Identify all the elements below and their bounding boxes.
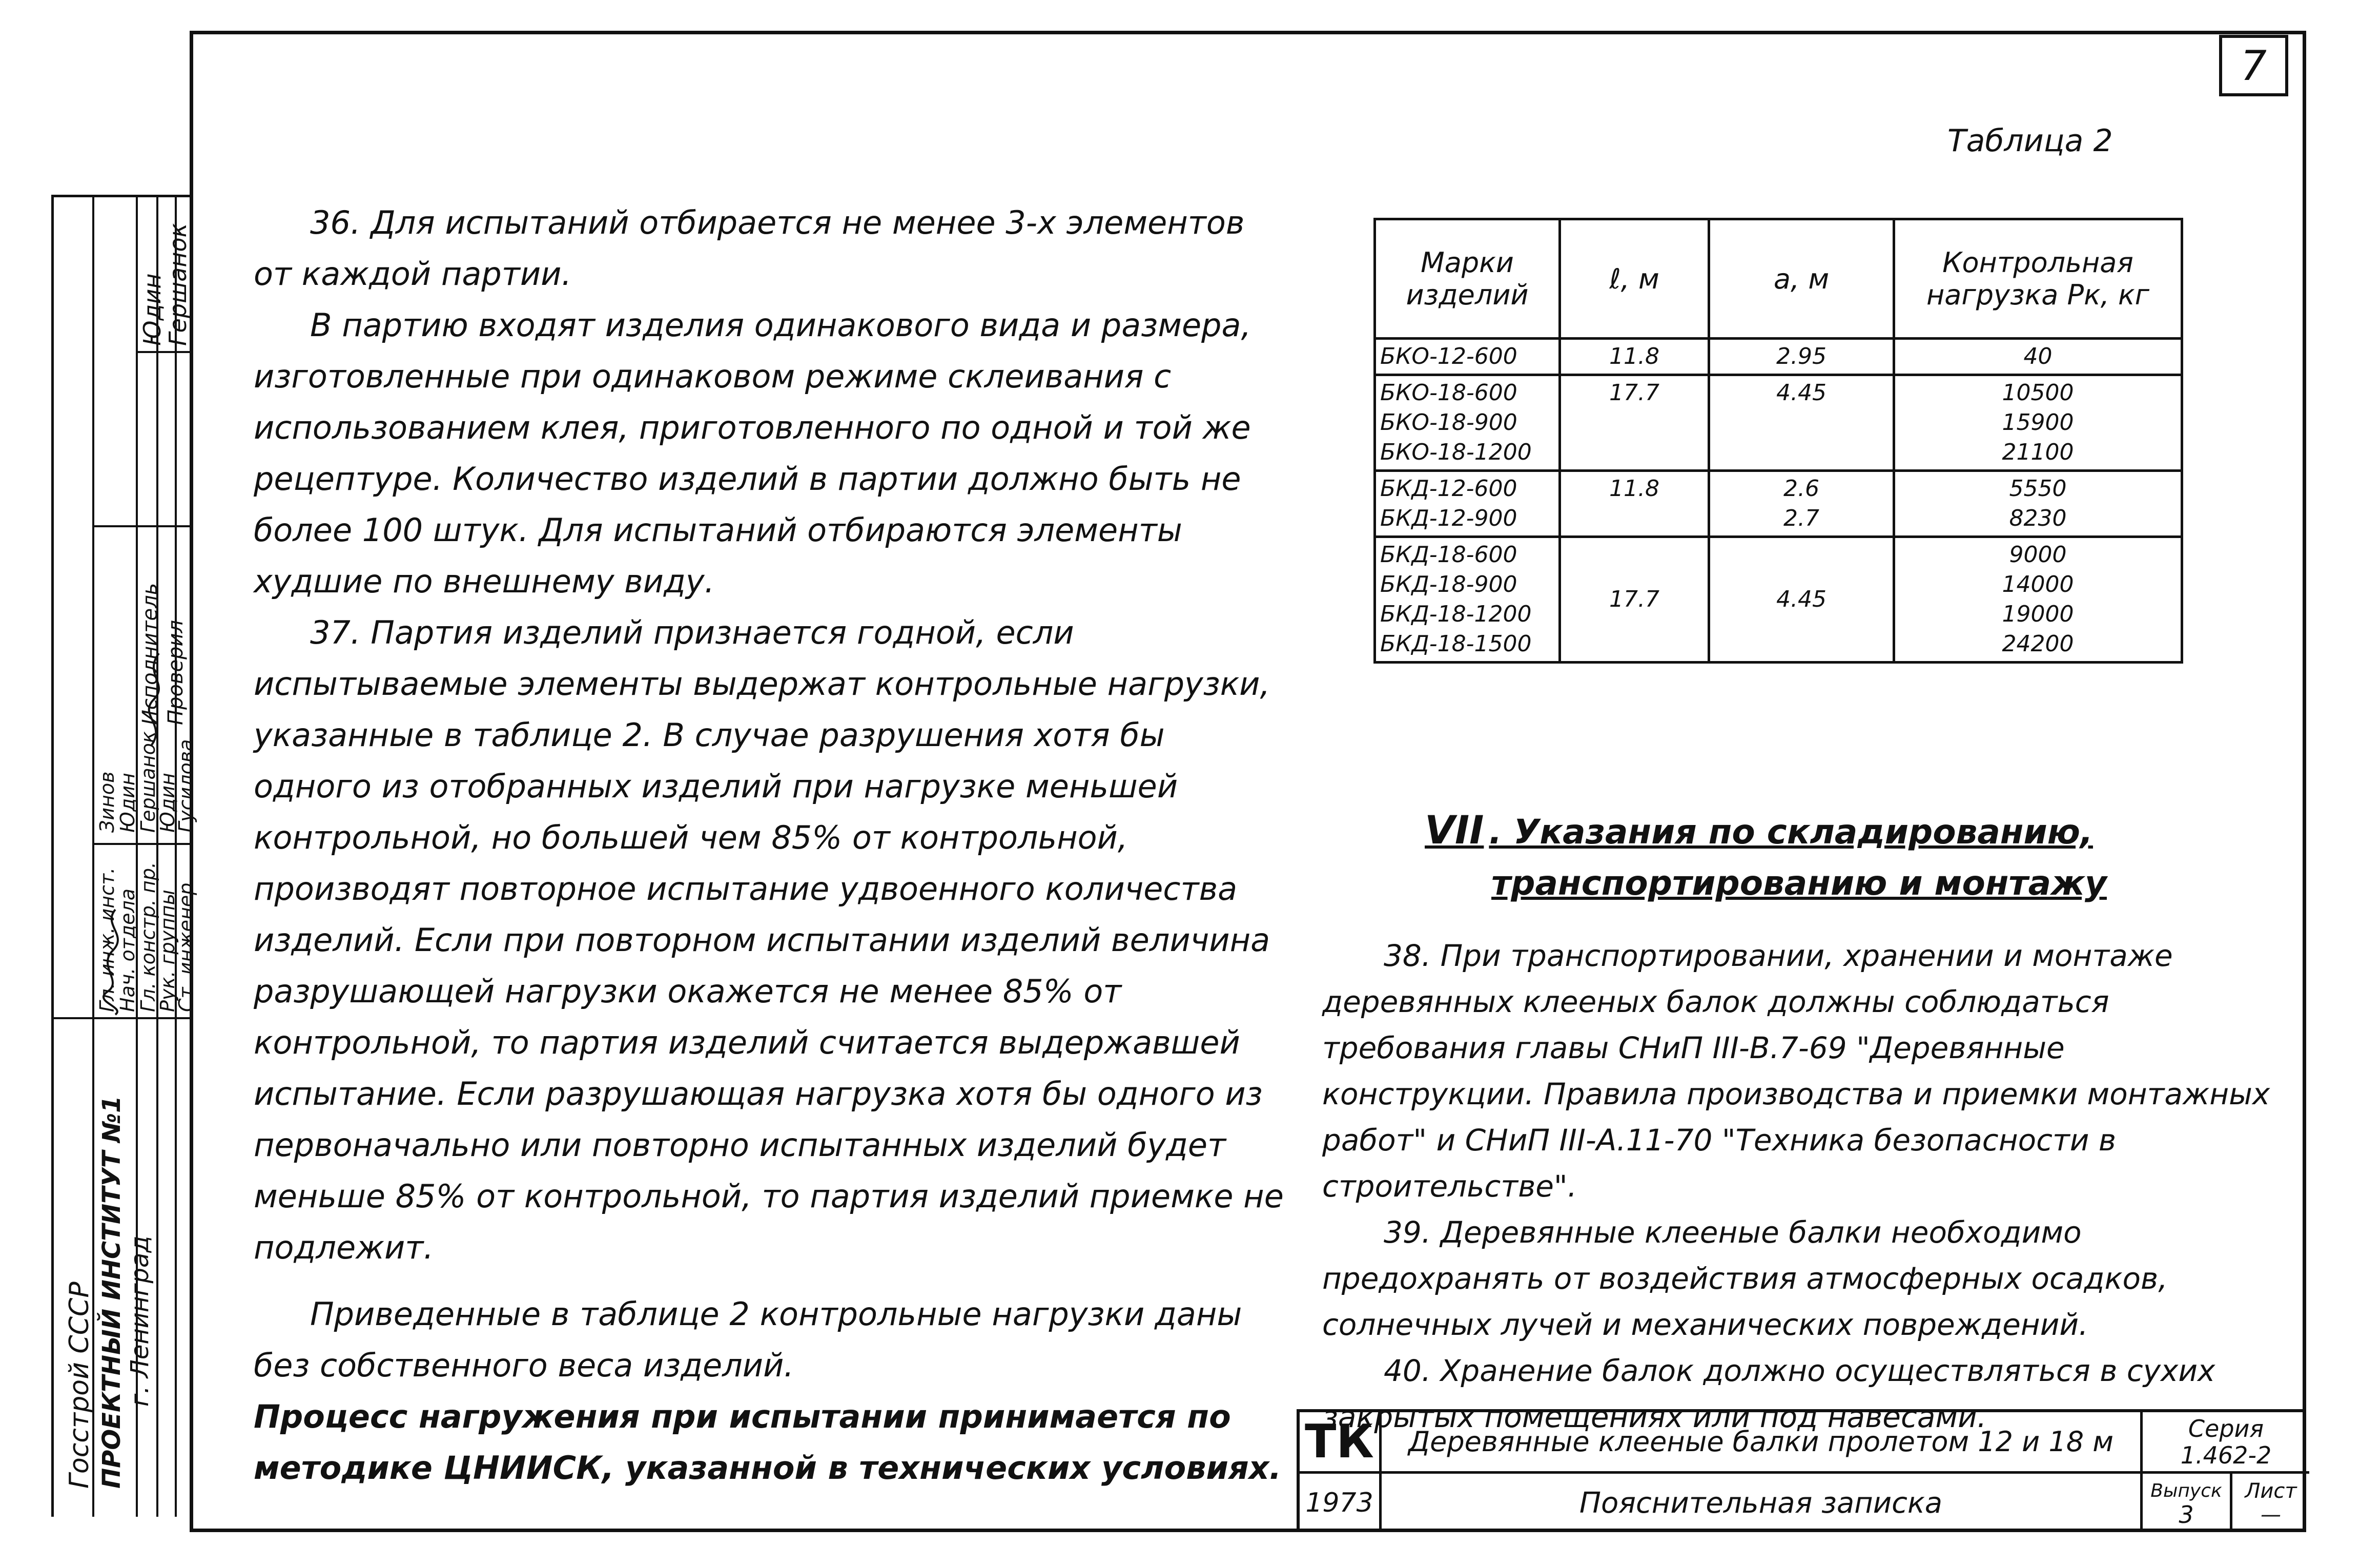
load-cell: 24200 bbox=[2002, 631, 2074, 657]
stamp-name-1: Зинов bbox=[96, 771, 118, 833]
load-cell: 9000 bbox=[2009, 542, 2067, 568]
title-block-series bbox=[2140, 1412, 2309, 1474]
stamp-org-line-2: ПРОЕКТНЫЙ ИНСТИТУТ №1 bbox=[97, 1096, 126, 1489]
a-cell: 2.95 bbox=[1776, 343, 1827, 369]
a-cell: 2.7 bbox=[1783, 505, 1819, 531]
series-value: 1.462-2 bbox=[2180, 1441, 2272, 1469]
paragraph-40: 40. Хранение балок должно осуществляться в сухих закрытых помещениях или под навесами. bbox=[1322, 1353, 2215, 1434]
sheet-number: 7 bbox=[2219, 35, 2288, 96]
section-title bbox=[1425, 804, 2107, 909]
mark-cell: БКД-12-900 bbox=[1380, 505, 1517, 531]
sheet-value: — bbox=[2261, 1503, 2281, 1526]
paragraph-38: 38. При транспортировании, хранении и монтаже деревянных клееных балок должны соблюдаться требования главы СНиП III-В.7-69 "Деревянные конструкции. Правила производства и приемки монтажных работ" и СНиП III-А.11-70 "Техника безопасности в строительстве". bbox=[1322, 938, 2270, 1204]
a-cell: 4.45 bbox=[1776, 380, 1827, 406]
stamp-role-4: Рук. группы bbox=[156, 890, 179, 1012]
mark-cell: БКД-18-900 bbox=[1380, 571, 1517, 597]
right-text-column bbox=[1322, 933, 2286, 1440]
table-caption: Таблица 2 bbox=[1947, 123, 2113, 159]
length-cell: 11.8 bbox=[1609, 343, 1659, 369]
mark-cell: БКО-18-1200 bbox=[1380, 439, 1532, 465]
stamp-name-3: Гершанок bbox=[137, 731, 159, 833]
title-block bbox=[1297, 1409, 2306, 1532]
load-cell: 10500 bbox=[2002, 380, 2074, 406]
stamp-role-3: Гл. констр. пр. bbox=[137, 861, 159, 1012]
title-block-issue bbox=[2140, 1474, 2232, 1532]
issue-label: Выпуск bbox=[2150, 1480, 2222, 1501]
length-cell: 17.7 bbox=[1609, 586, 1659, 612]
mark-cell: БКО-18-600 bbox=[1380, 380, 1517, 406]
stamp-org-line-1: Госстрой СССР bbox=[64, 1282, 95, 1489]
paragraph-note: Приведенные в таблице 2 контрольные нагрузки даны без собственного веса изделий. bbox=[254, 1295, 1242, 1384]
table-row bbox=[1375, 471, 2182, 537]
table-header-load: Контрольная нагрузка Pк, кг bbox=[1894, 219, 2182, 339]
table-row bbox=[1375, 375, 2182, 471]
a-cell: 2.6 bbox=[1783, 476, 1819, 502]
a-cell: 4.45 bbox=[1776, 586, 1827, 612]
signature-icon bbox=[138, 648, 174, 751]
load-cell: 5550 bbox=[2009, 476, 2067, 502]
stamp-org-line-3: г. Ленинград bbox=[126, 1235, 154, 1407]
load-cell: 40 bbox=[2023, 343, 2053, 369]
section-title-line-1: . Указания по складированию, bbox=[1489, 812, 2093, 852]
stamp-name-b2: Гершанок bbox=[164, 223, 192, 346]
title-block-year: 1973 bbox=[1300, 1474, 1382, 1532]
title-block-sheet bbox=[2232, 1474, 2309, 1532]
paragraph-37: 37. Партия изделий признается годной, если испытываемые элементы выдержат контрольные нагрузки, указанные в таблице 2. В случае разрушения хотя бы одного из отобранных изделий при нагрузке меньшей контрольной, но большей чем 85% от контрольной, производят повторное испытание удвоенного количества изделий. Если при повторном испытании изделий величина разрушающей нагрузки окажется не менее 85% от контрольной, то партия изделий считается выдержавшей испытание. Если разрушающая нагрузка хотя бы одного из первоначально или повторно испытанных изделий будет меньше 85% от контрольной, то партия изделий приемке не подлежит. bbox=[254, 614, 1284, 1266]
paragraph-36: 36. Для испытаний отбирается не менее 3-х элементов от каждой партии. bbox=[254, 204, 1245, 293]
sheet-label: Лист bbox=[2245, 1479, 2297, 1503]
mark-cell: БКД-18-1200 bbox=[1380, 601, 1532, 627]
stamp-name-4: Юдин bbox=[156, 773, 179, 833]
load-cell: 14000 bbox=[2002, 571, 2074, 597]
stamp-head-executor: Исполнитель bbox=[138, 583, 162, 725]
load-cell: 21100 bbox=[2002, 439, 2074, 465]
table-header-l: ℓ, м bbox=[1560, 219, 1709, 339]
length-cell: 17.7 bbox=[1609, 380, 1659, 406]
stamp-role-5: Ст. инженер bbox=[175, 882, 197, 1012]
title-block-code: ТК bbox=[1300, 1412, 1382, 1474]
load-cell: 15900 bbox=[2002, 409, 2074, 436]
stamp-name-5: Гусилова bbox=[175, 739, 197, 833]
table-2 bbox=[1373, 218, 2183, 664]
issue-value: 3 bbox=[2179, 1501, 2194, 1529]
stamp-role-2: Нач. отдела bbox=[116, 888, 139, 1012]
table-header-marks: Марки изделий bbox=[1375, 219, 1560, 339]
stamp-name-2: Юдин bbox=[116, 773, 139, 833]
paragraph-method: Процесс нагружения при испытании принимается по методике ЦНИИСК, указанной в технических условиях. bbox=[254, 1398, 1282, 1487]
title-block-title: Деревянные клееные балки пролетом 12 и 18 м bbox=[1382, 1412, 2140, 1474]
section-title-line-2: транспортированию и монтажу bbox=[1491, 863, 2107, 903]
load-cell: 19000 bbox=[2002, 601, 2074, 627]
paragraph-36-batch: В партию входят изделия одинакового вида и размера, изготовленные при одинаковом режиме склеивания с использованием клея, приготовленного по одной и той же рецептуре. Количество изделий в партии должно быть не более 100 штук. Для испытаний отбираются элементы худшие по внешнему виду. bbox=[254, 306, 1251, 600]
mark-cell: БКД-18-1500 bbox=[1380, 631, 1532, 657]
mark-cell: БКД-18-600 bbox=[1380, 542, 1517, 568]
section-roman: VII bbox=[1425, 807, 1484, 853]
stamp-head-checked: Проверил bbox=[164, 620, 188, 725]
stamp-role-1: Гл. инж. инст. bbox=[96, 867, 118, 1012]
length-cell: 11.8 bbox=[1609, 476, 1659, 502]
title-block-subtitle: Пояснительная записка bbox=[1579, 1486, 1943, 1520]
load-cell: 8230 bbox=[2009, 505, 2067, 531]
mark-cell: БКО-12-600 bbox=[1380, 343, 1517, 369]
table-row bbox=[1375, 537, 2182, 663]
table-header-a: a, м bbox=[1709, 219, 1894, 339]
series-label: Серия bbox=[2188, 1414, 2264, 1442]
left-text-column bbox=[254, 197, 1289, 1494]
mark-cell: БКО-18-900 bbox=[1380, 409, 1517, 436]
signature-icon bbox=[97, 904, 133, 1017]
mark-cell: БКД-12-600 bbox=[1380, 476, 1517, 502]
side-stamp bbox=[51, 195, 197, 1517]
table-row bbox=[1375, 339, 2182, 375]
paragraph-39: 39. Деревянные клееные балки необходимо предохранять от воздействия атмосферных осадков, солнечных лучей и механических повреждений. bbox=[1322, 1215, 2168, 1342]
stamp-name-b1: Юдин bbox=[138, 273, 166, 346]
